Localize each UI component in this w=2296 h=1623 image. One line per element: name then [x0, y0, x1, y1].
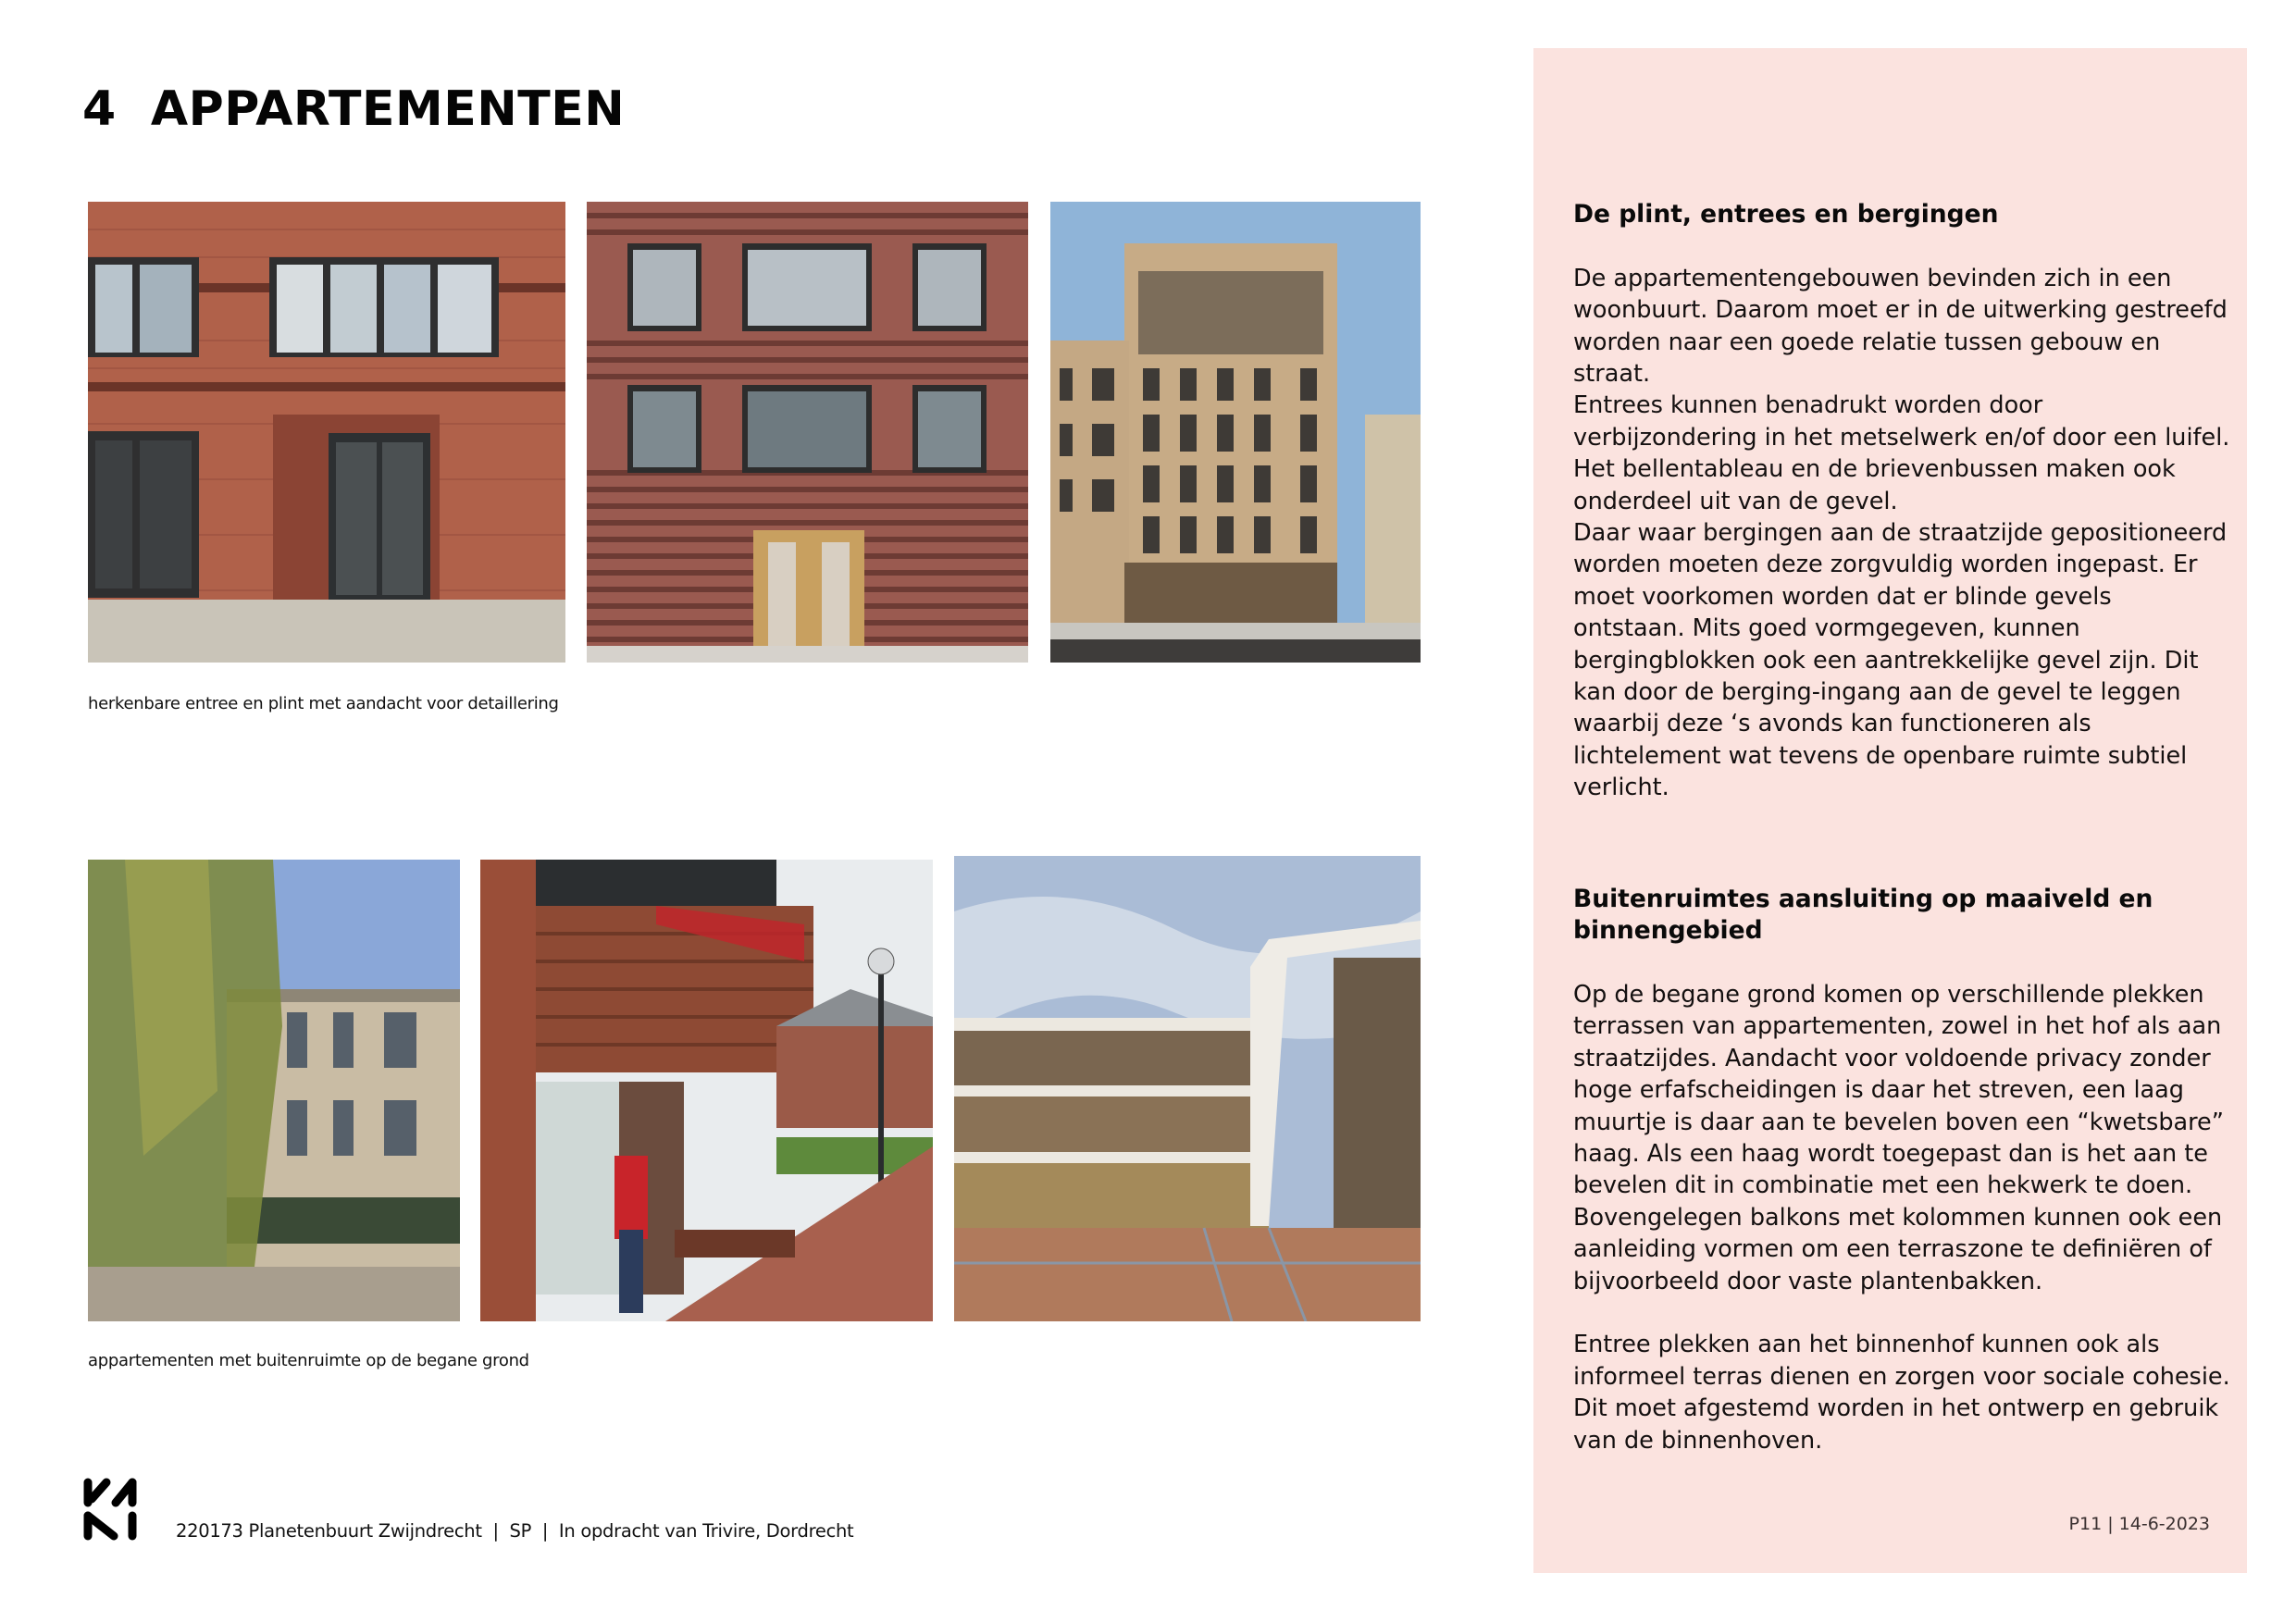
section-heading-plint: De plint, entrees en bergingen — [1573, 200, 1999, 229]
paragraph: Entrees kunnen benadrukt worden door verbijzondering in het metselwerk en/of door een luifel. Het bellentableau en de brievenbussen maken ook onderdeel uit van de gevel. — [1573, 391, 2230, 515]
page-number: P11 | 14-6-2023 — [2068, 1514, 2210, 1534]
panel-content — [1573, 199, 2230, 1456]
caption-top-row: herkenbare entree en plint met aandacht voor detaillering — [88, 694, 559, 713]
photo-ground-floor-terrace — [480, 860, 933, 1321]
photo-beige-apartment-tower — [1050, 202, 1421, 663]
caption-bottom-row: appartementen met buitenruimte op de begane grond — [88, 1351, 529, 1370]
photo-brick-entrance — [88, 202, 565, 663]
paragraph: Entree plekken aan het binnenhof kunnen ook als informeel terras dienen en zorgen voor sociale cohesie. Dit moet afgestemd worden in het ontwerp en gebruik van de binnenhoven. — [1573, 1331, 2230, 1455]
paragraph: Op de begane grond komen op verschillende plekken terrassen van appartementen, zowel in het hof als aan straatzijdes. Aandacht voor voldoende privacy zonder hoge erfafscheidingen is daar het streven, een laag muurtje is daar aan te bevelen boven een “kwetsbare” haag. Als een haag wordt toegepast dan is het aan te bevelen dit in combinatie met een hekwerk te doen. Bovengelegen balkons met kolommen kunnen ook een aanleiding vormen om een terraszone te definiëren of bijvoorbeeld door vaste plantenbakken. — [1573, 980, 2224, 1295]
kaw-logo-icon — [82, 1477, 140, 1542]
page-title: 4 APPARTEMENTEN — [82, 81, 626, 137]
paragraph: De appartementengebouwen bevinden zich in een woonbuurt. Daarom moet er in de uitwerking gestreefd worden naar een goede relatie tussen gebouw en straat. — [1573, 264, 2228, 389]
photo-striped-brick-facade — [587, 202, 1028, 663]
text-panel — [1533, 48, 2247, 1573]
section-heading-buitenruimtes: Buitenruimtes aansluiting op maaiveld en binnengebied — [1573, 884, 2153, 946]
photo-courtyard-galleries — [954, 856, 1421, 1321]
footer-project-info: 220173 Planetenbuurt Zwijndrecht | SP | In opdracht van Trivire, Dordrecht — [176, 1520, 854, 1542]
photo-apartments-birch-tree — [88, 860, 460, 1321]
paragraph: Daar waar bergingen aan de straatzijde gepositioneerd worden moeten deze zorgvuldig worden ingepast. Er moet voorkomen worden dat er blinde gevels ontstaan. Mits goed vormgegeven, kunnen bergingblokken ook een aantrekkelijke gevel zijn. Dit kan door de berging-ingang aan de gevel te leggen waarbij deze ‘s avonds kan functioneren als lichtelement wat tevens de openbare ruimte subtiel verlicht. — [1573, 519, 2228, 802]
